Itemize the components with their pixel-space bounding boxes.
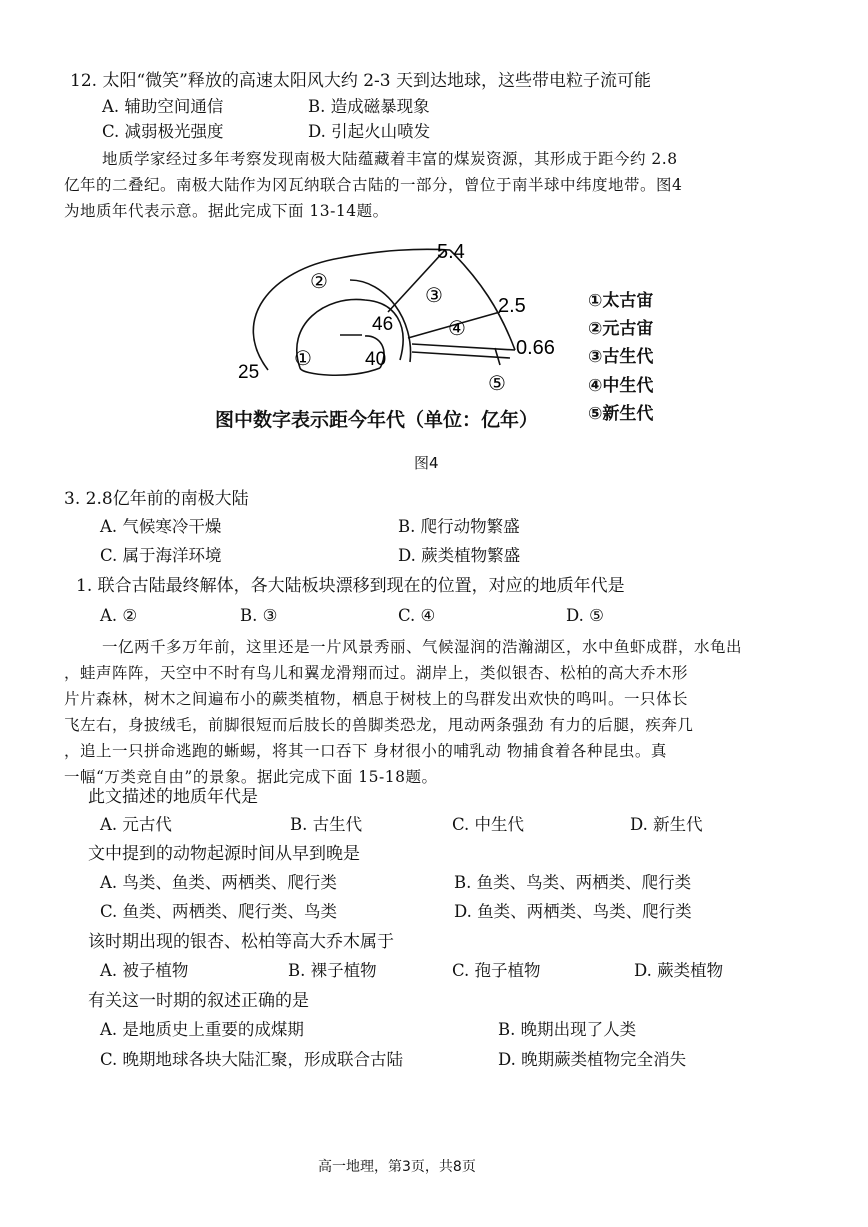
q13-option-b: B. 爬行动物繁盛	[398, 517, 520, 536]
q17-option-c: C. 孢子植物	[452, 961, 541, 980]
legend-item-1: ①太古宙	[588, 291, 654, 311]
q17-option-b: B. 裸子植物	[288, 961, 377, 980]
material2-line2: ，蛙声阵阵，天空中不时有鸟儿和翼龙滑翔而过。湖岸上，类似银杏、松柏的高大乔木形	[64, 664, 689, 682]
material2-line1: 一亿两千多万年前，这里还是一片风景秀丽、气候湿润的浩瀚湖区，水中鱼虾成群，水龟出	[102, 638, 743, 656]
q15-stem: 此文描述的地质年代是	[88, 787, 258, 807]
q12-option-a: A. 辅助空间通信	[102, 97, 224, 116]
era-label-3: ③	[425, 285, 443, 307]
q14-stem: 1. 联合古陆最终解体，各大陆板块漂移到现在的位置，对应的地质年代是	[76, 576, 625, 596]
q18-option-c: C. 晚期地球各块大陆汇聚，形成联合古陆	[100, 1050, 404, 1069]
legend-item-4: ④中生代	[588, 376, 654, 396]
figure-caption: 图中数字表示距今年代（单位：亿年）	[215, 409, 539, 431]
q13-option-c: C. 属于海洋环境	[100, 546, 222, 565]
q12-option-c: C. 减弱极光强度	[102, 122, 224, 141]
q16-option-d: D. 鱼类、两栖类、鸟类、爬行类	[454, 902, 692, 921]
page-footer: 高一地理，第3页，共8页	[318, 1159, 476, 1175]
q13-option-a: A. 气候寒冷干燥	[100, 517, 222, 536]
legend-item-2: ②元古宙	[588, 319, 654, 339]
material2-line3: 片片森林，树木之间遍布小的蕨类植物，栖息于树枝上的鸟群发出欢快的鸣叫。一只体长	[64, 690, 689, 708]
q14-option-c: C. ④	[398, 606, 436, 625]
num-5-4: 5.4	[437, 241, 465, 263]
num-40: 40	[365, 349, 387, 370]
num-0-66: 0.66	[516, 337, 555, 359]
q17-option-a: A. 被子植物	[100, 961, 189, 980]
material1-line3: 为地质年代表示意。据此完成下面 13-14题。	[64, 202, 389, 220]
q16-stem: 文中提到的动物起源时间从早到晚是	[88, 844, 360, 864]
material2-line6: 一幅“万类竞自由”的景象。据此完成下面 15-18题。	[64, 768, 438, 786]
era-label-4: ④	[448, 318, 466, 340]
num-2-5: 2.5	[498, 295, 526, 317]
q16-option-a: A. 鸟类、鱼类、两栖类、爬行类	[100, 873, 337, 892]
legend-item-5: ⑤新生代	[588, 404, 654, 424]
q17-option-d: D. 蕨类植物	[634, 961, 724, 980]
material1-line2: 亿年的二叠纪。南极大陆作为冈瓦纳联合古陆的一部分，曾位于南半球中纬度地带。图4	[64, 176, 683, 194]
figure-label: 图4	[414, 454, 439, 472]
q15-option-c: C. 中生代	[452, 815, 525, 834]
q16-option-b: B. 鱼类、鸟类、两栖类、爬行类	[454, 873, 692, 892]
q12-option-d: D. 引起火山喷发	[308, 122, 431, 141]
geologic-time-spiral-diagram	[230, 240, 570, 410]
q18-option-d: D. 晚期蕨类植物完全消失	[498, 1050, 687, 1069]
material1-line1: 地质学家经过多年考察发现南极大陆蕴藏着丰富的煤炭资源，其形成于距今约 2.8	[102, 150, 678, 168]
era-label-5: ⑤	[488, 373, 506, 395]
q17-stem: 该时期出现的银杏、松柏等高大乔木属于	[88, 932, 394, 952]
q14-option-d: D. ⑤	[566, 606, 604, 625]
q18-stem: 有关这一时期的叙述正确的是	[88, 991, 309, 1011]
q13-stem: 3. 2.8亿年前的南极大陆	[64, 489, 249, 509]
q14-option-a: A. ②	[100, 606, 138, 625]
q15-option-b: B. 古生代	[290, 815, 363, 834]
legend-item-3: ③古生代	[588, 347, 654, 367]
q14-option-b: B. ③	[240, 606, 278, 625]
q15-option-a: A. 元古代	[100, 815, 172, 834]
num-25: 25	[238, 362, 260, 383]
material2-line5: ，追上一只拼命逃跑的蜥蜴，将其一口吞下 身材很小的哺乳动 物捕食着各种昆虫。真	[64, 742, 667, 760]
q13-option-d: D. 蕨类植物繁盛	[398, 546, 521, 565]
material2-line4: 飞左右，身披绒毛，前脚很短而后肢长的兽脚类恐龙，甩动两条强劲 有力的后腿，疾奔几	[64, 716, 694, 734]
q15-option-d: D. 新生代	[630, 815, 703, 834]
q16-option-c: C. 鱼类、两栖类、爬行类、鸟类	[100, 902, 338, 921]
num-46: 46	[372, 314, 394, 335]
q12-stem: 12. 太阳“微笑”释放的高速太阳风大约 2-3 天到达地球，这些带电粒子流可能	[70, 71, 652, 91]
q18-option-b: B. 晚期出现了人类	[498, 1020, 637, 1039]
era-label-1: ①	[294, 348, 312, 370]
era-label-2: ②	[310, 271, 328, 293]
q12-option-b: B. 造成磁暴现象	[308, 97, 430, 116]
q18-option-a: A. 是地质史上重要的成煤期	[100, 1020, 304, 1039]
